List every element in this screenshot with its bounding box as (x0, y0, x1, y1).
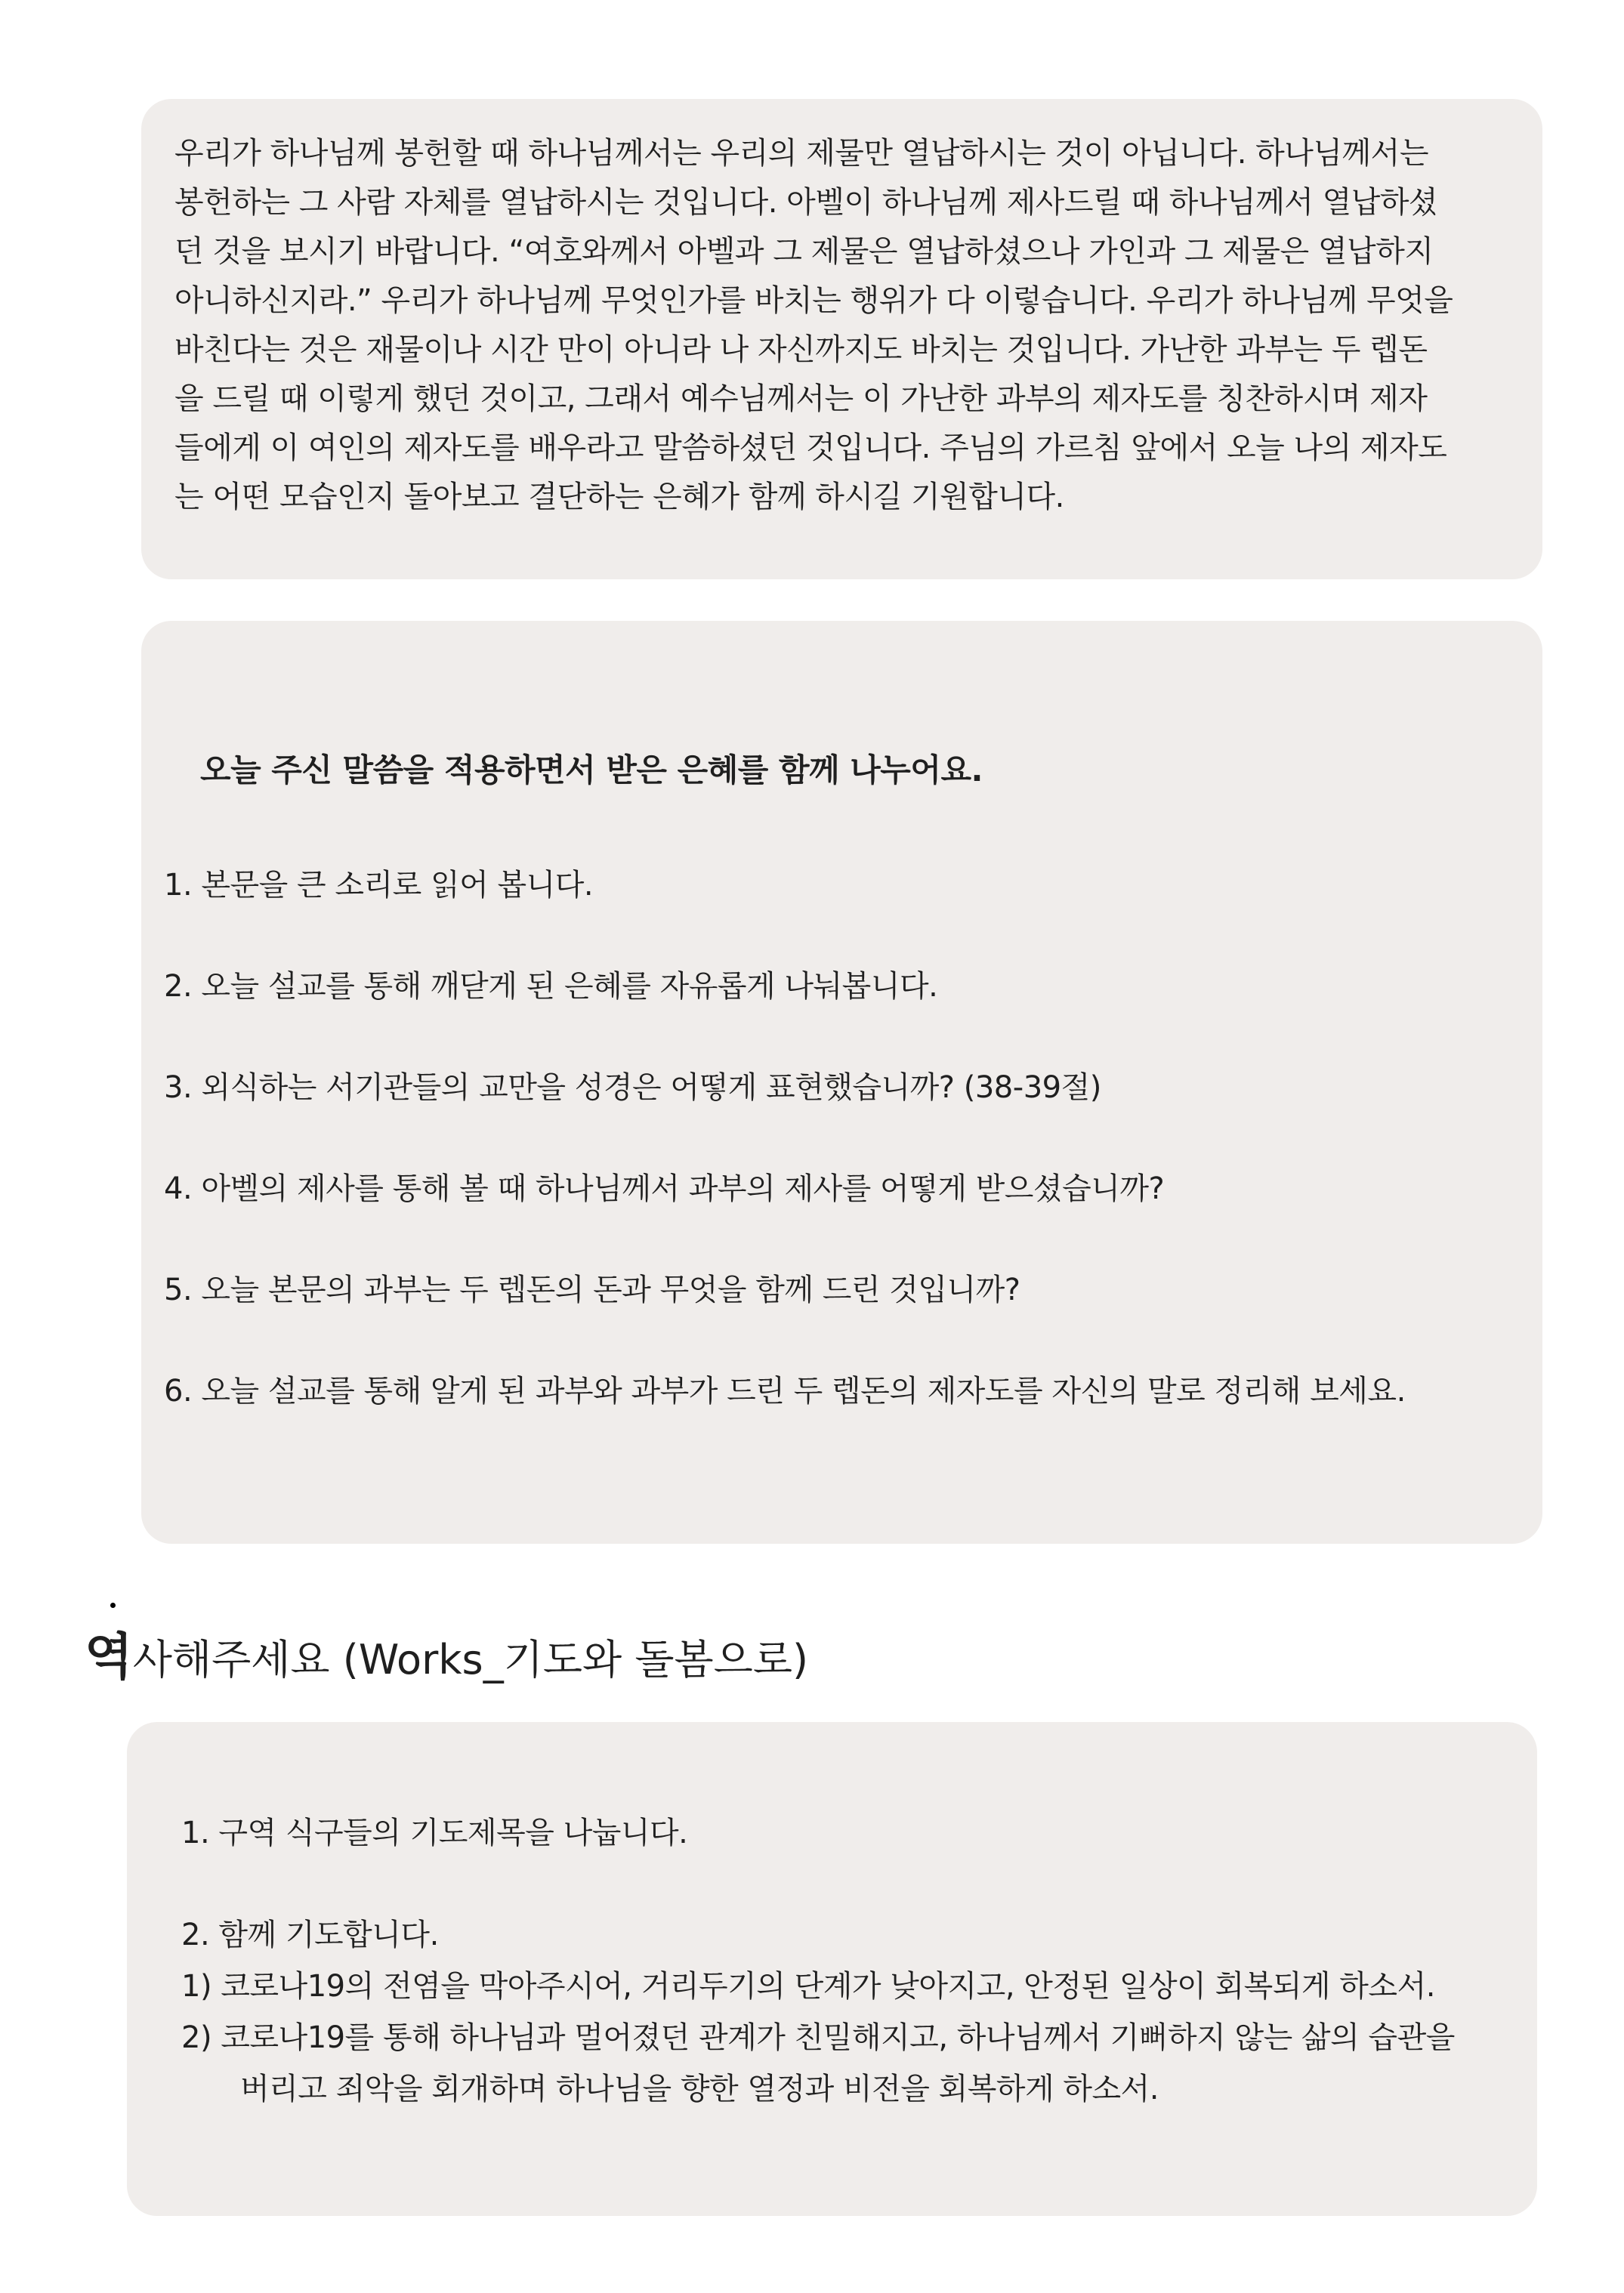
question-item: 5. 오늘 본문의 과부는 두 렙돈의 돈과 무엇을 함께 드린 것입니까? (164, 1273, 1020, 1307)
discussion-questions-box (141, 621, 1542, 1544)
title-dot-decoration (110, 1603, 116, 1608)
reflection-line: 우리가 하나님께 봉헌할 때 하나님께서는 우리의 제물만 열납하시는 것이 아닙니다. 하나님께서는 (174, 136, 1428, 171)
reflection-line: 들에게 이 여인의 제자도를 배우라고 말씀하셨던 것입니다. 주님의 가르침 앞에서 오늘 나의 제자도 (174, 431, 1447, 465)
reflection-box (141, 99, 1542, 579)
question-item: 4. 아벨의 제사를 통해 볼 때 하나님께서 과부의 제사를 어떻게 받으셨습니까? (164, 1171, 1165, 1206)
question-item: 1. 본문을 큰 소리로 읽어 봅니다. (164, 868, 594, 903)
works-title-first-char: 역 (85, 1628, 133, 1686)
works-prayer-box (127, 1722, 1537, 2216)
reflection-line: 봉헌하는 그 사람 자체를 열납하시는 것입니다. 아벨이 하나님께 제사드릴 때 하나님께서 열납하셨 (174, 185, 1438, 220)
prayer-item-continuation: 버리고 죄악을 회개하며 하나님을 향한 열정과 비전을 회복하게 하소서. (240, 2072, 1159, 2106)
question-item: 3. 외식하는 서기관들의 교만을 성경은 어떻게 표현했습니까? (38-39절) (164, 1070, 1101, 1105)
works-title-rest: 사해주세요 (Works_기도와 돌봄으로) (132, 1636, 809, 1683)
reflection-line: 을 드릴 때 이렇게 했던 것이고, 그래서 예수님께서는 이 가난한 과부의 제자도를 칭찬하시며 제자 (174, 381, 1428, 416)
reflection-line: 바친다는 것은 재물이나 시간 만이 아니라 나 자신까지도 바치는 것입니다. 가난한 과부는 두 렙돈 (174, 332, 1428, 367)
prayer-item: 1) 코로나19의 전염을 막아주시어, 거리두기의 단계가 낮아지고, 안정된 일상이 회복되게 하소서. (181, 1969, 1435, 2004)
question-item: 2. 오늘 설교를 통해 깨닫게 된 은혜를 자유롭게 나눠봅니다. (164, 969, 938, 1004)
works-section-title (85, 1616, 808, 1688)
works-item-prayer-requests: 1. 구역 식구들의 기도제목을 나눕니다. (181, 1816, 688, 1850)
prayer-item: 2) 코로나19를 통해 하나님과 멀어졌던 관계가 친밀해지고, 하나님께서 기뻐하지 않는 삶의 습관을 (181, 2020, 1455, 2055)
questions-heading: 오늘 주신 말씀을 적용하면서 받은 은혜를 함께 나누어요. (200, 751, 983, 789)
reflection-line: 던 것을 보시기 바랍니다. “여호와께서 아벨과 그 제물은 열납하셨으나 가인과 그 제물은 열납하지 (174, 234, 1434, 269)
question-item: 6. 오늘 설교를 통해 알게 된 과부와 과부가 드린 두 렙돈의 제자도를 자신의 말로 정리해 보세요. (164, 1374, 1406, 1409)
reflection-line: 아니하신지라.” 우리가 하나님께 무엇인가를 바치는 행위가 다 이렇습니다. 우리가 하나님께 무엇을 (174, 283, 1453, 318)
works-item-pray-together: 2. 함께 기도합니다. (181, 1918, 439, 1952)
reflection-line: 는 어떤 모습인지 돌아보고 결단하는 은혜가 함께 하시길 기원합니다. (174, 480, 1064, 514)
